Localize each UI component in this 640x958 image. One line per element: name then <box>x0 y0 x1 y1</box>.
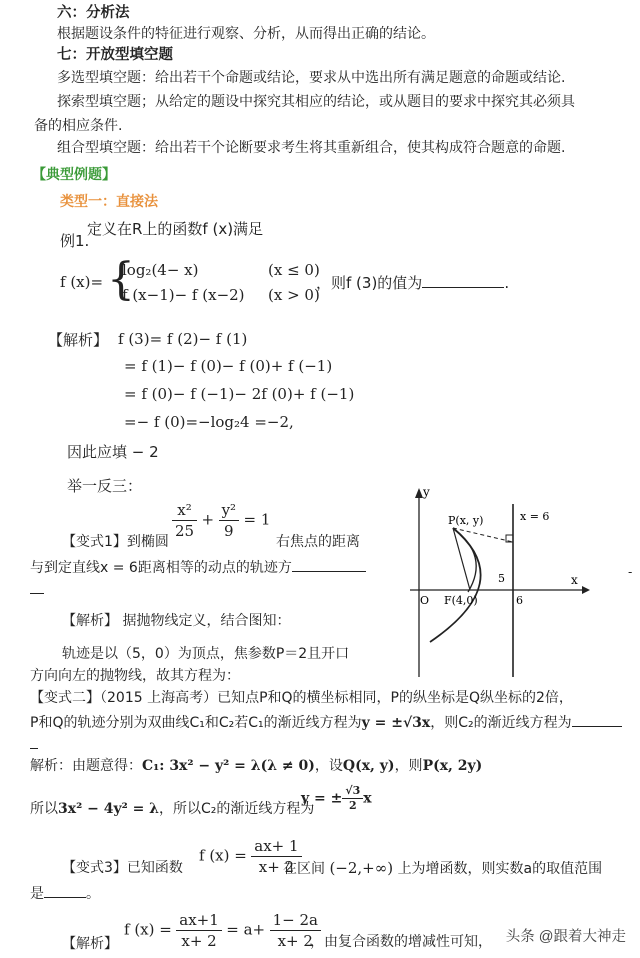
variant-2-line-2b-text: ，则C₂的渐近线方程为 <box>430 715 572 731</box>
variant-2-solution <box>30 757 482 775</box>
example-1-stem: 定义在R上的函数f (x)满足 <box>87 220 264 238</box>
question-period: . <box>504 274 510 292</box>
piecewise-lhs: f (x)= <box>60 273 104 291</box>
extend-label: 举一反三： <box>67 477 143 495</box>
question-text: ，则f (3)的值为 <box>316 274 423 292</box>
ellipse-frac-x: $\frac{\text{x²}}{25}$ <box>172 500 197 541</box>
section-7-line-4: 组合型填空题：给出若干个论断要求考生将其重新组合，使其构成符合题意的命题. <box>57 140 566 156</box>
c2-equation: 3x² − 4y² = λ <box>58 801 160 817</box>
variant-1-tail: 右焦点的距离 <box>276 534 360 550</box>
x-axis-arrow-icon <box>582 586 590 594</box>
x-axis-label: x <box>571 573 578 587</box>
variant-1-solution-3: 方向向左的抛物线，故其方程为： <box>30 668 240 684</box>
section-7-line-3: 备的相应条件. <box>34 118 123 134</box>
section-7-line-1: 多选型填空题：给出若干个命题或结论，要求从中选出所有满足题意的命题或结论. <box>57 70 566 86</box>
solution-line-4: =− f (0)=−log₂4 =−2, <box>124 413 294 431</box>
variant-1-line-2-text: 与到定直线x = 6距离相等的动点的轨迹方 <box>30 560 292 576</box>
y-axis-arrow-icon <box>415 488 423 498</box>
variant-2-then: ，则 <box>394 758 423 774</box>
v3-interval-text: 在区间 <box>283 861 325 877</box>
c1-asymptote: y = ±√3x <box>361 715 431 731</box>
variant-3-label: 【变式3】已知函数 <box>62 860 183 876</box>
variant-1-line-2 <box>30 557 366 577</box>
ellipse-frac-y: $\frac{\text{y²}}{9}$ <box>219 500 240 541</box>
variant-1-label: 【变式1】到椭圆 <box>62 534 169 550</box>
ellipse-equation <box>172 500 270 541</box>
section-7-line-2: 探索型填空题；从给定的题设中探究其相应的结论，或从题目的要求中探究其必须具 <box>57 94 575 110</box>
focus-segment <box>453 528 470 590</box>
variant-3-text <box>283 859 602 878</box>
variant-2-line-1: 【变式二】（2015 上海高考）已知点P和Q的横坐标相同，P的纵坐标是Q纵坐标的2倍， <box>30 690 573 706</box>
variant-1-blank-tail[interactable] <box>30 579 44 599</box>
variant-2-blank-tail[interactable] <box>30 734 38 754</box>
parabola-figure <box>390 482 615 682</box>
variant-1-solution-1: 【解析】 据抛物线定义，结合图知： <box>62 613 291 629</box>
variant-2-conclusion <box>30 800 314 818</box>
focus-label: F(4,0) <box>444 594 478 607</box>
variant-2-solution-label: 解析：由题意得： <box>30 758 142 774</box>
c1-equation: C₁: 3x² − y² = λ(λ ≠ 0) <box>142 758 315 774</box>
so-text: ，所以C₂的渐近线方程为 <box>159 801 315 817</box>
section-6-body: 根据题设条件的特征进行观察、分析，从而得出正确的结论。 <box>57 26 435 42</box>
solution-line-3: = f (0)− f (−1)− 2f (0)+ f (−1) <box>124 385 355 403</box>
piecewise-case-2: f (x−1)− f (x−2) <box>122 286 245 304</box>
so-label: 所以 <box>30 801 58 817</box>
piecewise-cond-2: (x > 0) <box>268 286 320 304</box>
section-6-title: 六：分析法 <box>57 5 130 21</box>
type1-heading: 类型一：直接法 <box>60 194 158 210</box>
solution-label: 【解析】 <box>48 331 109 349</box>
y-axis-label: y <box>423 485 430 499</box>
v3-text-2: 上为增函数，则实数a的取值范围 <box>397 861 603 877</box>
variant-3-solution-tail: ，由复合函数的增减性可知， <box>310 934 492 950</box>
section-7-title: 七：开放型填空题 <box>57 47 173 63</box>
v3-interval: (−2,+∞) <box>329 859 394 877</box>
variant-3-line-2: 是 。 <box>30 883 100 903</box>
solution-line-2: = f (1)− f (0)− f (0)+ f (−1) <box>124 357 333 375</box>
example-1-label: 例1. <box>60 232 90 250</box>
point-Q: Q(x, y) <box>342 758 395 774</box>
solution-line-1: f (3)= f (2)− f (1) <box>118 330 248 348</box>
vertex-label: 5 <box>498 572 505 585</box>
ellipse-equals: = 1 <box>243 510 271 529</box>
parabola-curve <box>430 528 481 642</box>
piecewise-brace: { <box>107 254 135 305</box>
point-P: P(x, 2y) <box>422 758 483 774</box>
variant-2-let: ，设 <box>314 758 343 774</box>
variant-1-blank[interactable] <box>292 557 366 572</box>
variant-3-blank[interactable] <box>44 883 86 898</box>
line-label: x = 6 <box>520 510 550 523</box>
v3-sol-frac-1: $\frac{ax+1}{x+ 2}$ <box>176 910 222 951</box>
point-P-label: P(x, y) <box>448 514 484 527</box>
piecewise-case-1: log₂(4− x) <box>122 261 199 279</box>
variant-2-blank[interactable] <box>572 712 622 727</box>
c2-asymptote: y = ± $\frac{√3}{2}$ x <box>301 784 372 812</box>
piecewise-question <box>316 273 509 292</box>
variant-2-line-2-text: P和Q的轨迹分别为双曲线C₁和C₂若C₁的渐近线方程为 <box>30 715 362 731</box>
ellipse-plus: + <box>201 510 215 529</box>
watermark: 头条 @跟着大神走 <box>505 929 626 945</box>
variant-3-solution: f (x) = $\frac{ax+1}{x+ 2}$ = a+ $\frac{1- 2a}{x+ 2}$ <box>124 910 321 951</box>
variant-1-solution-2: 轨迹是以（5，0）为顶点，焦参数P＝2且开口 <box>62 646 350 662</box>
answer-blank[interactable] <box>422 273 504 288</box>
v3-f-label: f (x) = <box>199 846 247 865</box>
tick-6-label: 6 <box>516 594 523 607</box>
origin-label: O <box>420 594 430 607</box>
v3-sol-frac-2: $\frac{1- 2a}{x+ 2}$ <box>270 910 321 951</box>
piecewise-cond-1: (x ≤ 0) <box>268 261 320 279</box>
edge-dash: - <box>628 565 633 579</box>
parabola-inner-curve <box>453 528 476 592</box>
solution-conclusion: 因此应填 − 2 <box>67 443 159 461</box>
variant-3-solution-label: 【解析】 <box>62 936 118 952</box>
examples-heading: 【典型例题】 <box>32 167 116 183</box>
v3-fraction: $\frac{ax+ 1}{x+ 2}$ <box>251 836 301 877</box>
variant-2-line-2 <box>30 712 622 732</box>
